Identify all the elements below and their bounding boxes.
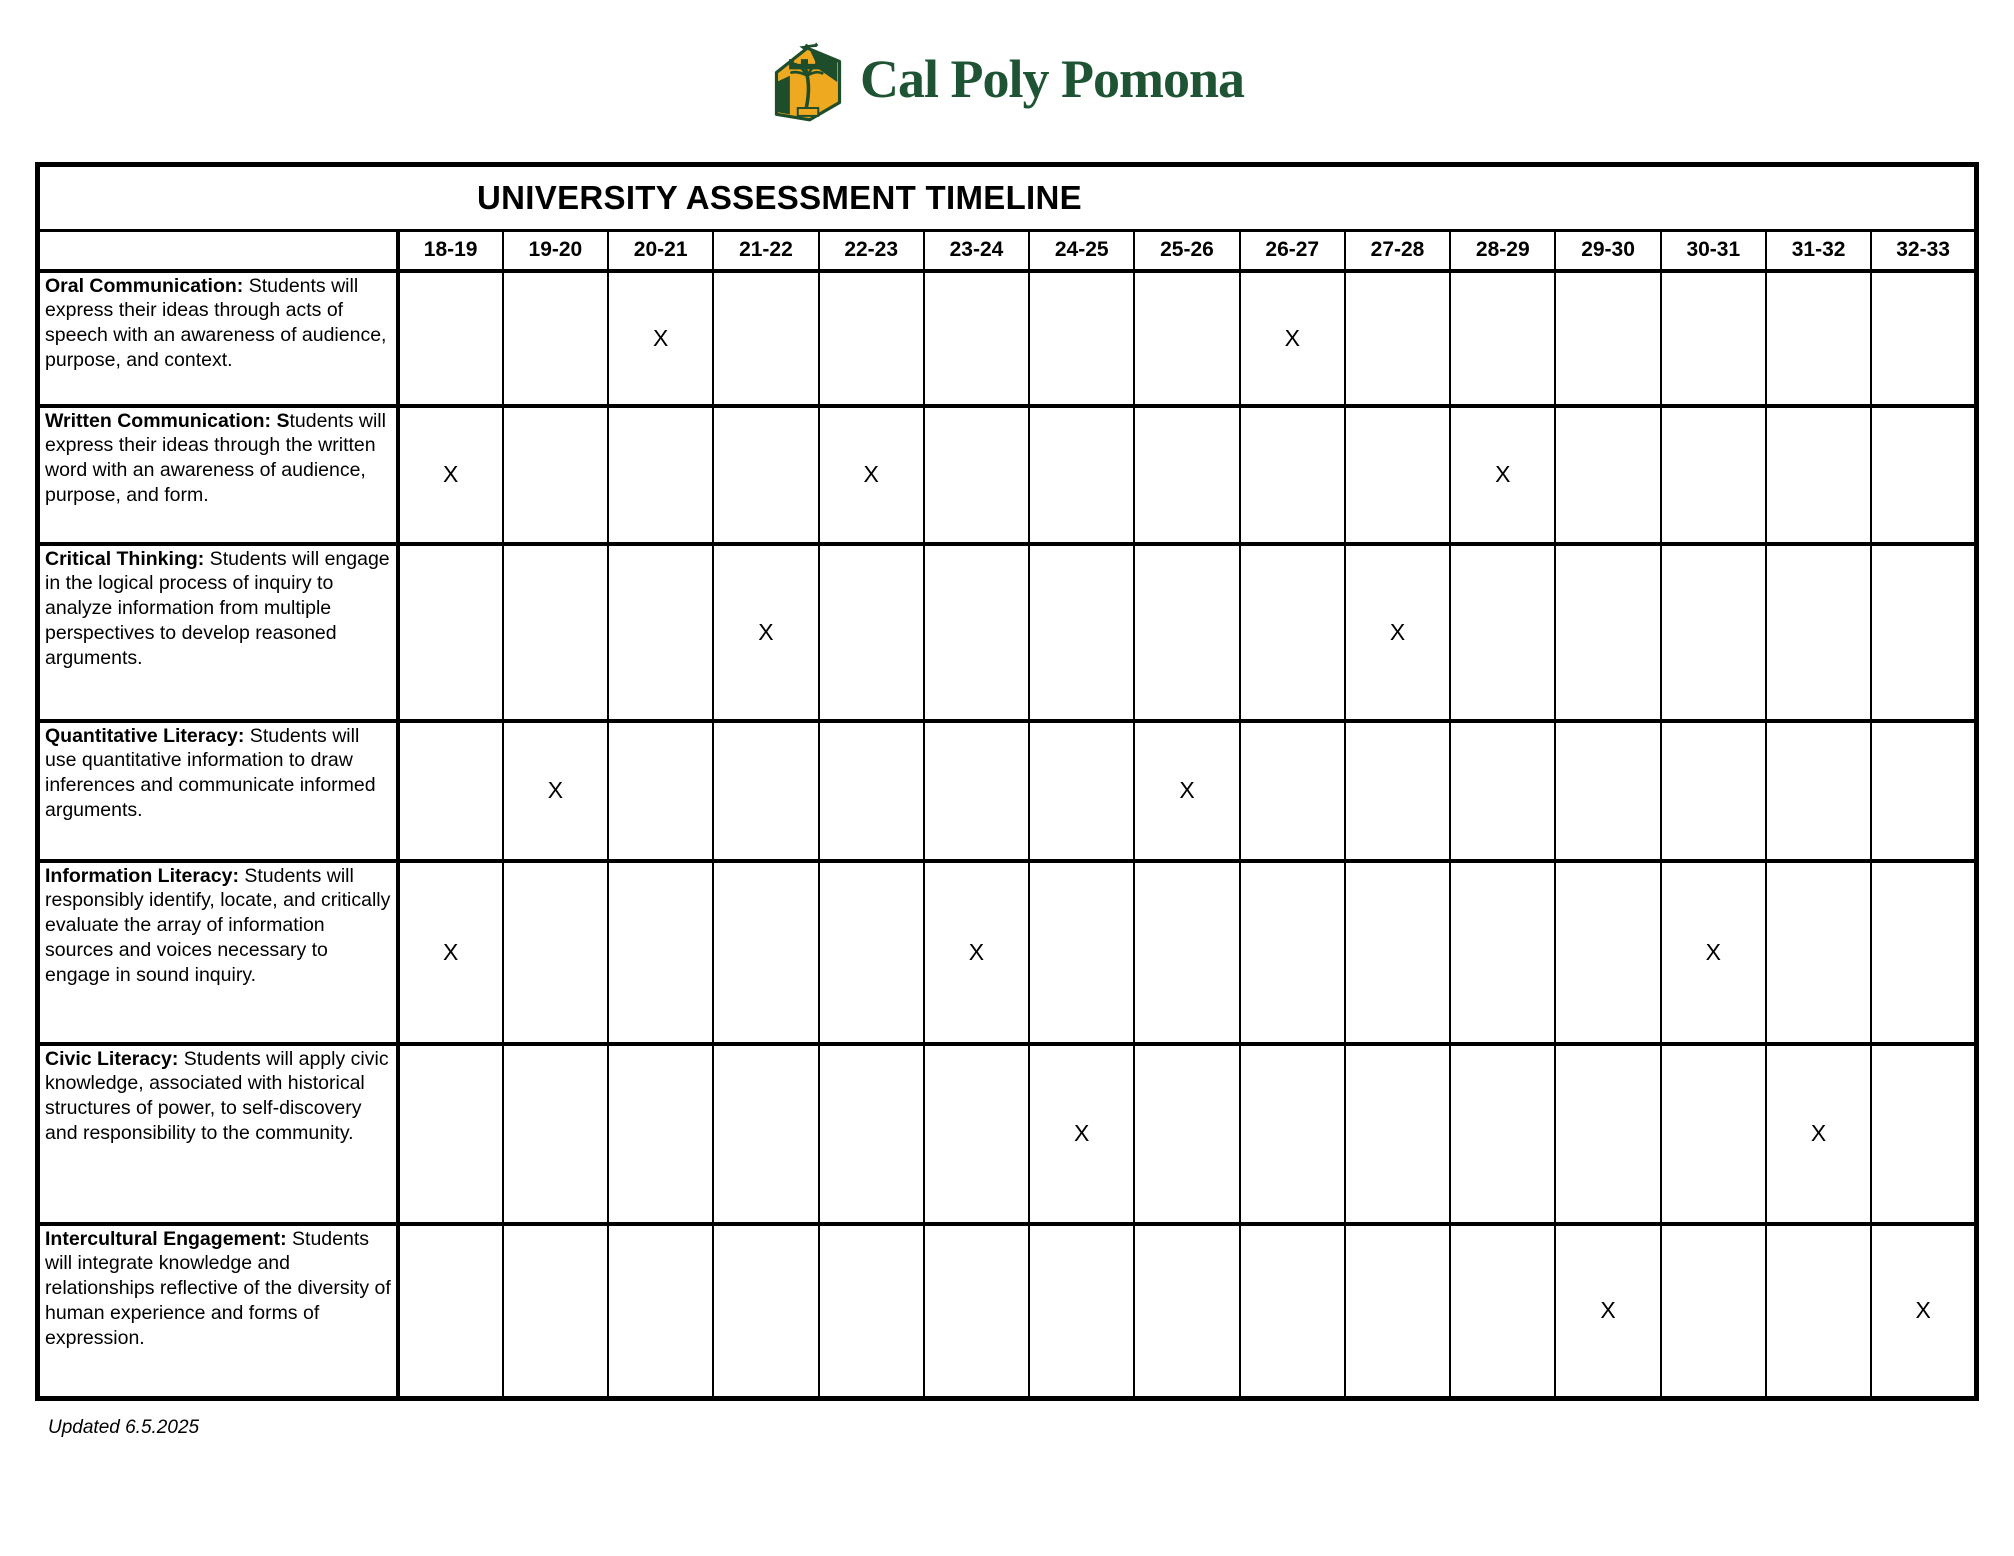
assessment-mark-cell: X (1450, 406, 1555, 544)
empty-cell (1871, 544, 1976, 721)
outcome-label-cell (38, 406, 398, 544)
empty-cell (713, 721, 818, 861)
empty-cell (608, 721, 713, 861)
assessment-mark-cell: X (819, 406, 924, 544)
outcome-label-cell (38, 271, 398, 406)
empty-cell (1555, 271, 1660, 406)
empty-cell (608, 406, 713, 544)
empty-cell (1555, 1044, 1660, 1224)
empty-cell (398, 1224, 503, 1399)
empty-cell (503, 1044, 608, 1224)
founding-banner (798, 108, 819, 116)
outcome-name: Critical Thinking: (45, 547, 205, 570)
empty-cell (1345, 861, 1450, 1044)
year-column-header: 25-26 (1134, 231, 1239, 271)
empty-cell (608, 861, 713, 1044)
left-band (776, 76, 789, 115)
empty-cell (1871, 1044, 1976, 1224)
empty-cell (1661, 1044, 1766, 1224)
year-column-header: 24-25 (1029, 231, 1134, 271)
assessment-mark-cell: X (398, 861, 503, 1044)
empty-cell (1029, 271, 1134, 406)
assessment-mark-cell: X (608, 271, 713, 406)
empty-cell (1450, 861, 1555, 1044)
outcome-name: Intercultural Engagement: (45, 1227, 287, 1250)
empty-cell (1240, 406, 1345, 544)
empty-cell (1450, 1044, 1555, 1224)
year-column-header: 22-23 (819, 231, 924, 271)
empty-cell (1450, 1224, 1555, 1399)
assessment-timeline-table (35, 162, 1979, 1401)
year-column-header: 32-33 (1871, 231, 1976, 271)
empty-cell (398, 1044, 503, 1224)
empty-cell (819, 271, 924, 406)
outcome-label-cell (38, 721, 398, 861)
empty-cell (819, 544, 924, 721)
title-row (38, 165, 1977, 231)
empty-cell (1766, 861, 1871, 1044)
empty-cell (819, 1044, 924, 1224)
empty-cell (924, 544, 1029, 721)
empty-cell (1555, 406, 1660, 544)
empty-cell (398, 271, 503, 406)
empty-cell (1029, 544, 1134, 721)
empty-cell (1240, 1224, 1345, 1399)
empty-cell (1134, 544, 1239, 721)
outcome-row (38, 861, 1977, 1044)
empty-cell (713, 1224, 818, 1399)
assessment-mark-cell: X (1134, 721, 1239, 861)
outcome-description: Students will integrate knowledge and relationships reflective of the diversity of human experience and forms of expression. (45, 1227, 391, 1350)
year-column-header: 20-21 (608, 231, 713, 271)
outcome-description: Students will express their ideas through acts of speech with an awareness of audience, purpose, and context. (45, 274, 387, 372)
empty-cell (924, 1044, 1029, 1224)
assessment-mark-cell: X (1871, 1224, 1976, 1399)
year-column-header: 30-31 (1661, 231, 1766, 271)
empty-cell (1661, 406, 1766, 544)
empty-cell (608, 1044, 713, 1224)
empty-cell (1871, 406, 1976, 544)
empty-cell (819, 861, 924, 1044)
empty-cell (1345, 721, 1450, 861)
empty-cell (924, 406, 1029, 544)
assessment-mark-cell: X (1555, 1224, 1660, 1399)
empty-cell (713, 861, 818, 1044)
empty-cell (1240, 544, 1345, 721)
empty-cell (503, 544, 608, 721)
empty-cell (1134, 271, 1239, 406)
empty-cell (924, 721, 1029, 861)
outcome-row (38, 544, 1977, 721)
empty-cell (1029, 1224, 1134, 1399)
outcome-row (38, 1224, 1977, 1399)
empty-cell (713, 271, 818, 406)
empty-cell (398, 544, 503, 721)
year-column-header: 28-29 (1450, 231, 1555, 271)
empty-cell (1766, 406, 1871, 544)
outcome-name: Information Literacy: (45, 864, 239, 887)
assessment-mark-cell: X (924, 861, 1029, 1044)
outcome-label-cell (38, 1224, 398, 1399)
empty-cell (1555, 544, 1660, 721)
empty-cell (924, 271, 1029, 406)
empty-cell (924, 1224, 1029, 1399)
empty-cell (1134, 861, 1239, 1044)
cal-poly-pomona-logo (0, 0, 2014, 128)
year-column-header: 29-30 (1555, 231, 1660, 271)
empty-cell (1766, 544, 1871, 721)
empty-cell (608, 1224, 713, 1399)
empty-cell (503, 271, 608, 406)
year-column-header: 19-20 (503, 231, 608, 271)
outcome-description: tudents will express their ideas through the written word with an awareness of audience, purpose, and form. (45, 409, 386, 507)
empty-cell (819, 1224, 924, 1399)
outcome-name: Quantitative Literacy: (45, 724, 245, 747)
assessment-mark-cell: X (503, 721, 608, 861)
assessment-mark-cell: X (1661, 861, 1766, 1044)
outcome-description: Students will responsibly identify, locate, and critically evaluate the array of information sources and voices necessary to engage in sound inquiry. (45, 864, 391, 987)
cpp-emblem-icon (770, 41, 846, 123)
updated-note: Updated 6.5.2025 (48, 1417, 200, 1438)
outcome-name: Written Communication: S (45, 409, 290, 432)
empty-cell (1450, 721, 1555, 861)
empty-cell (503, 406, 608, 544)
empty-cell (1766, 1224, 1871, 1399)
empty-cell (1345, 271, 1450, 406)
empty-cell (1240, 1044, 1345, 1224)
empty-cell (713, 406, 818, 544)
assessment-mark-cell: X (1029, 1044, 1134, 1224)
corner-cell (38, 231, 398, 271)
empty-cell (503, 1224, 608, 1399)
empty-cell (1134, 1224, 1239, 1399)
assessment-mark-cell: X (713, 544, 818, 721)
year-column-header: 27-28 (1345, 231, 1450, 271)
empty-cell (1766, 721, 1871, 861)
empty-cell (1345, 406, 1450, 544)
empty-cell (1555, 861, 1660, 1044)
empty-cell (1450, 544, 1555, 721)
outcome-row (38, 721, 1977, 861)
assessment-mark-cell: X (1766, 1044, 1871, 1224)
empty-cell (1134, 406, 1239, 544)
year-column-header: 21-22 (713, 231, 818, 271)
empty-cell (1450, 271, 1555, 406)
year-header-row (38, 231, 1977, 271)
year-column-header: 23-24 (924, 231, 1029, 271)
year-column-header: 18-19 (398, 231, 503, 271)
empty-cell (1240, 721, 1345, 861)
logo-wordmark: Cal Poly Pomona (860, 49, 1244, 109)
empty-cell (1871, 861, 1976, 1044)
empty-cell (819, 721, 924, 861)
outcome-row (38, 406, 1977, 544)
year-column-header: 31-32 (1766, 231, 1871, 271)
outcome-row (38, 1044, 1977, 1224)
empty-cell (1345, 1224, 1450, 1399)
empty-cell (1029, 406, 1134, 544)
outcome-name: Civic Literacy: (45, 1047, 179, 1070)
assessment-mark-cell: X (398, 406, 503, 544)
table-title: UNIVERSITY ASSESSMENT TIMELINE (38, 165, 1977, 231)
outcome-row (38, 271, 1977, 406)
outcome-label-cell (38, 861, 398, 1044)
outcome-description: Students will use quantitative information to draw inferences and communicate informed arguments. (45, 724, 376, 822)
empty-cell (398, 721, 503, 861)
empty-cell (1240, 861, 1345, 1044)
empty-cell (1661, 1224, 1766, 1399)
empty-cell (1134, 1044, 1239, 1224)
empty-cell (1871, 271, 1976, 406)
assessment-mark-cell: X (1240, 271, 1345, 406)
outcome-name: Oral Communication: (45, 274, 244, 297)
empty-cell (608, 544, 713, 721)
empty-cell (1345, 1044, 1450, 1224)
assessment-mark-cell: X (1345, 544, 1450, 721)
empty-cell (1661, 544, 1766, 721)
empty-cell (1555, 721, 1660, 861)
empty-cell (1661, 271, 1766, 406)
year-column-header: 26-27 (1240, 231, 1345, 271)
outcome-description: Students will engage in the logical process of inquiry to analyze information from multiple perspectives to develop reasoned arguments. (45, 547, 390, 670)
empty-cell (1029, 721, 1134, 861)
outcome-description: Students will apply civic knowledge, associated with historical structures of power, to self-discovery and responsibility to the community. (45, 1047, 389, 1145)
empty-cell (1029, 861, 1134, 1044)
empty-cell (1871, 721, 1976, 861)
empty-cell (713, 1044, 818, 1224)
empty-cell (1661, 721, 1766, 861)
empty-cell (503, 861, 608, 1044)
empty-cell (1766, 271, 1871, 406)
outcome-label-cell (38, 1044, 398, 1224)
outcome-label-cell (38, 544, 398, 721)
